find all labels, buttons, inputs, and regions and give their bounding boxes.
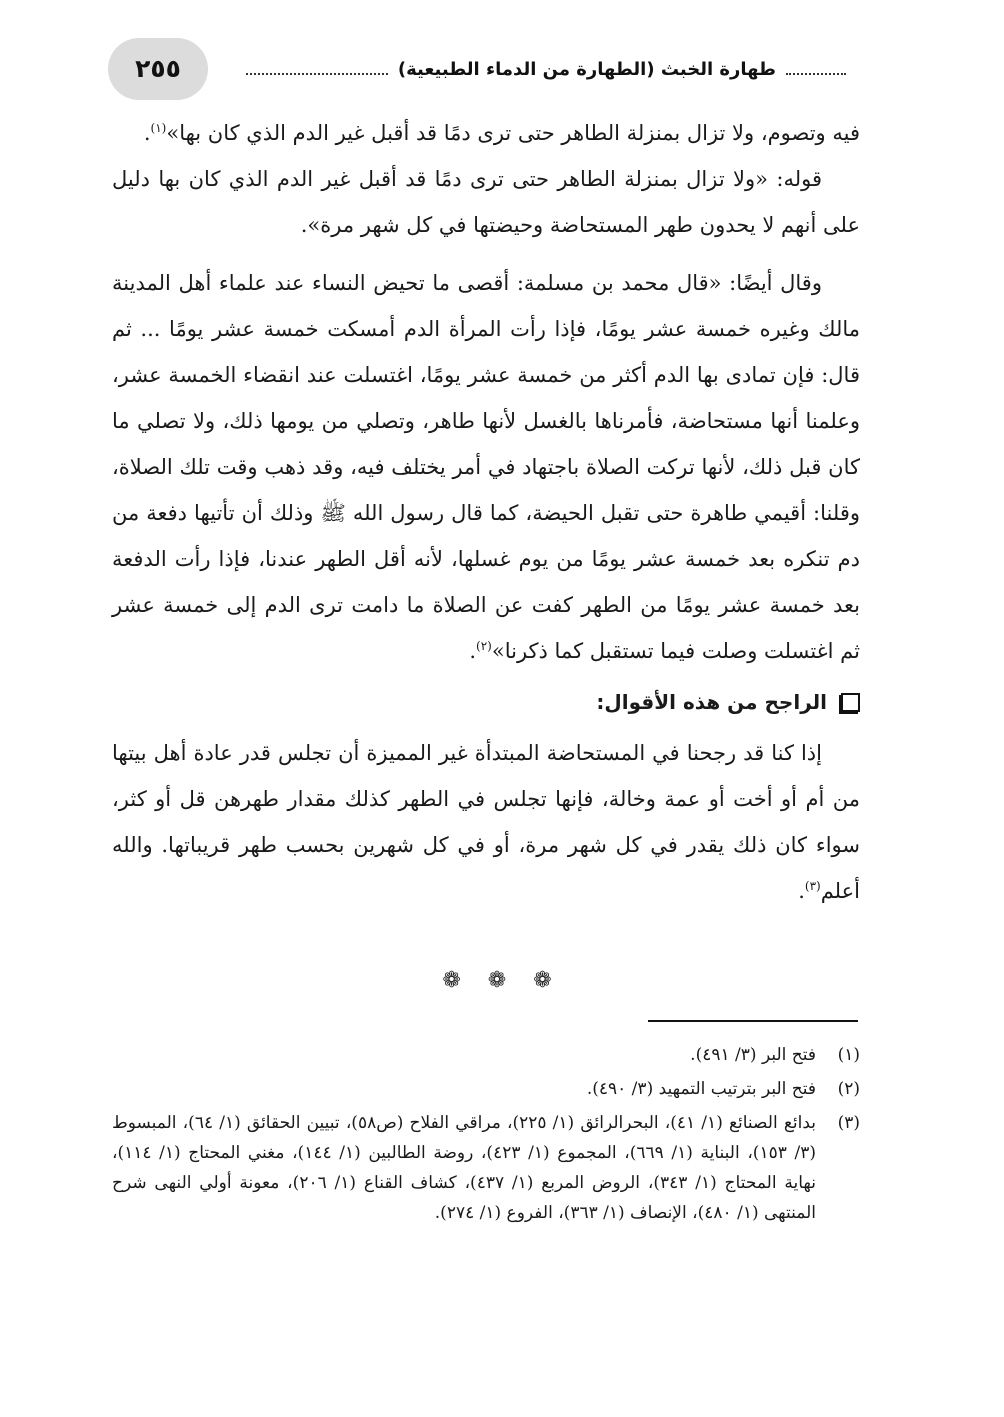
footnote-text: فتح البر (٣/ ٤٩١).	[690, 1045, 816, 1065]
footnote-number: (١)	[837, 1045, 860, 1065]
footnote-ref-1: (١)	[150, 121, 167, 135]
paragraph-2: قوله: «ولا تزال بمنزلة الطاهر حتى ترى دمًا قد أقبل غير الدم الذي كان بها دليل على أنهم لا يحدون طهر المستحاضة وحيضتها في كل شهر مرة».	[112, 167, 860, 237]
page-number: ٢٥٥	[108, 38, 208, 100]
footnote-number: (٣)	[837, 1113, 860, 1133]
paragraph-1-text: فيه وتصوم، ولا تزال بمنزلة الطاهر حتى ترى دمًا قد أقبل غير الدم الذي كان بها»	[166, 121, 860, 145]
page-header	[108, 38, 858, 100]
running-title	[246, 52, 846, 86]
section-heading	[112, 680, 860, 724]
footnotes	[112, 1040, 860, 1232]
main-text	[112, 110, 860, 914]
paragraph-3	[112, 260, 860, 674]
footnote-ref-3: (٣)	[804, 879, 821, 893]
footnote-text: بدائع الصنائع (١/ ٤١)، البحرالرائق (١/ ٢٢٥)، مراقي الفلاح (ص٥٨)، تبيين الحقائق (١/ ٦٤)، المبسوط (٣/ ١٥٣)، البناية (١/ ٦٦٩)، المجموع (١/ ٤٢٣)، روضة الطالبين (١/ ١٤٤)، مغني المحتاج (١/ ١١٤)، نهاية المحتاج (١/ ٣٤٣)، الروض المربع (١/ ٤٣٧)، كشاف القناع (١/ ٢٠٦)، معونة أولي النهى شرح المنتهى (١/ ٤٨٠)، الإنصاف (١/ ٣٦٣)، الفروع (١/ ٢٧٤).	[112, 1113, 817, 1223]
footnote-ref-2: (٢)	[476, 639, 492, 653]
leader-dots-left	[246, 73, 388, 75]
paragraph-3-end: .	[469, 639, 477, 663]
footnote-3	[112, 1108, 860, 1228]
paragraph-4	[112, 730, 860, 914]
paragraph-1-end: .	[143, 121, 151, 145]
footnote-divider	[648, 1020, 858, 1022]
paragraph-4-end: .	[798, 879, 805, 903]
checkbox-bullet-icon	[841, 693, 860, 712]
section-heading-text: الراجح من هذه الأقوال:	[596, 690, 827, 714]
paragraph-1	[112, 110, 860, 156]
running-title-text: طهارة الخبث (الطهارة من الدماء الطبيعية)	[397, 58, 776, 80]
paragraph-3-text: وقال أيضًا: «قال محمد بن مسلمة: أقصى ما تحيض النساء عند علماء أهل المدينة مالك وغيره خمسة عشر يومًا، فإذا رأت المرأة الدم أمسكت خمسة عشر يومًا ... ثم قال: فإن تمادى بها الدم أكثر من خمسة عشر يومًا، اغتسلت عند انقضاء الخمسة عشر، وعلمنا أنها مستحاضة، فأمرناها بالغسل لأنها طاهر، وتصلي من يومها ذلك، ولا تصلي ما كان قبل ذلك، لأنها تركت الصلاة باجتهاد في أمر يختلف فيه، وقد ذهب وقت تلك الصلاة، وقلنا: أقيمي طاهرة حتى تقبل الحيضة، كما قال رسول الله ﷺ وذلك أن تأتيها دفعة من دم تنكره بعد خمسة عشر يومًا من يوم غسلها، لأنه أقل الطهر عندنا، فإذا رأت الدفعة بعد خمسة عشر يومًا من الطهر كفت عن الصلاة ما دامت ترى الدم إلى خمسة عشر ثم اغتسلت وصلت فيما تستقبل كما ذكرنا»	[112, 271, 860, 663]
footnote-2	[112, 1074, 860, 1104]
paragraph-4-text: إذا كنا قد رجحنا في المستحاضة المبتدأة غير المميزة أن تجلس قدر عادة أهل بيتها من أم أو أخت أو عمة وخالة، فإنها تجلس في الطهر كذلك مقدار طهرهن قل أو كثر، سواء كان ذلك يقدر في كل شهر مرة، أو في كل شهرين بحسب طهر قريباتها. والله أعلم	[112, 741, 860, 903]
leader-dots-right	[786, 73, 846, 75]
footnote-number: (٢)	[837, 1079, 860, 1099]
footnote-text: فتح البر بترتيب التمهيد (٣/ ٤٩٠).	[586, 1079, 816, 1099]
footnote-1	[112, 1040, 860, 1070]
section-separator-ornament: ❁ ❁ ❁	[442, 968, 562, 993]
